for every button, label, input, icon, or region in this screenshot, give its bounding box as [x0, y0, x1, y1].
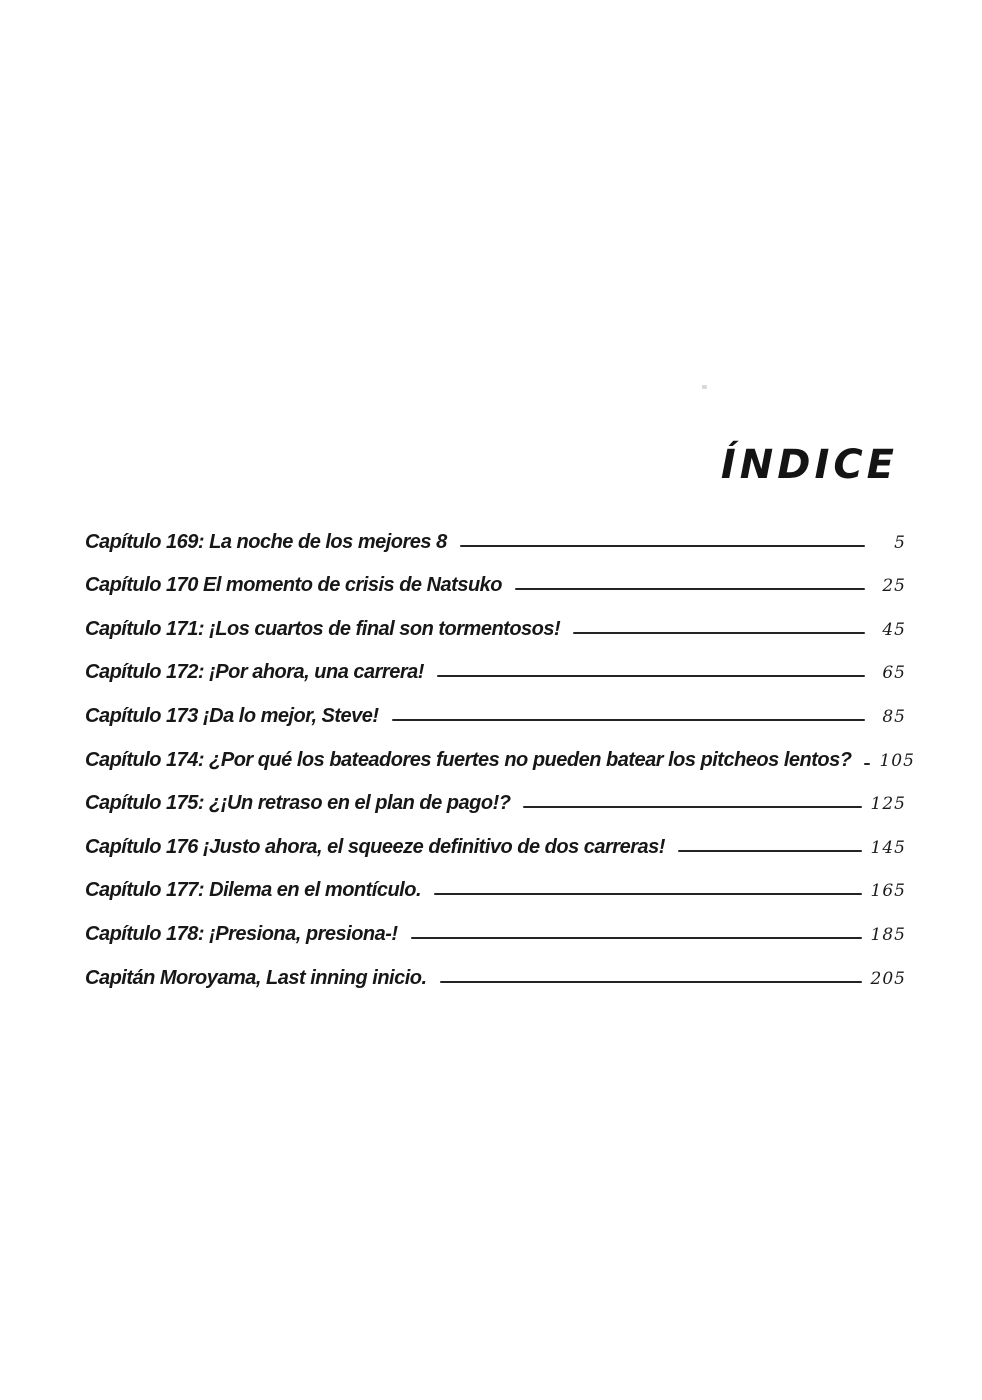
- chapter-title: Capítulo 169: La noche de los mejores 8: [85, 530, 447, 553]
- chapter-title: Capítulo 170 El momento de crisis de Natsuko: [85, 574, 503, 597]
- page-number: 25: [882, 576, 906, 597]
- page-number: 145: [870, 837, 906, 858]
- page-number: 205: [870, 968, 906, 989]
- chapter-title: Capítulo 172: ¡Por ahora, una carrera!: [85, 661, 424, 684]
- toc-entry-row: [85, 819, 906, 863]
- page-number: 85: [882, 706, 906, 727]
- page-number: 105: [879, 750, 915, 771]
- leader-line: [437, 675, 865, 677]
- leader-line: [523, 806, 861, 808]
- toc-entry-row: [85, 514, 906, 558]
- leader-line: [678, 850, 862, 852]
- chapter-title: Capítulo 173 ¡Da lo mejor, Steve!: [85, 704, 379, 727]
- toc-entry-row: [85, 950, 906, 994]
- toc-entry-row: [85, 732, 915, 776]
- chapter-title: Capítulo 174: ¿Por qué los bateadores fuertes no pueden batear los pitcheos lentos?: [85, 748, 852, 771]
- toc-entry-row: [85, 645, 906, 689]
- table-of-contents: [85, 514, 915, 994]
- toc-entry-row: [85, 558, 906, 602]
- chapter-title: Capitán Moroyama, Last inning inicio.: [85, 966, 427, 989]
- page-number: 185: [870, 924, 906, 945]
- chapter-title: Capítulo 171: ¡Los cuartos de final son tormentosos!: [85, 617, 561, 640]
- leader-line: [440, 981, 862, 983]
- leader-line: [460, 545, 865, 547]
- chapter-title: Capítulo 177: Dilema en el montículo.: [85, 879, 422, 902]
- page-title: ÍNDICE: [720, 441, 898, 488]
- page-number: 65: [882, 663, 906, 684]
- chapter-title: Capítulo 176 ¡Justo ahora, el squeeze definitivo de dos carreras!: [85, 835, 665, 858]
- chapter-title: Capítulo 178: ¡Presiona, presiona-!: [85, 922, 398, 945]
- toc-entry-row: [85, 688, 906, 732]
- scan-artifact-speck: [702, 385, 707, 389]
- toc-entry-row: [85, 863, 906, 907]
- leader-line: [411, 937, 862, 939]
- page-number: 125: [870, 794, 906, 815]
- page-number: 165: [870, 881, 906, 902]
- leader-line: [434, 893, 862, 895]
- leader-line: [392, 719, 865, 721]
- leader-line: [864, 763, 870, 765]
- leader-line: [573, 632, 865, 634]
- page-number: 45: [882, 619, 906, 640]
- chapter-title: Capítulo 175: ¿¡Un retraso en el plan de pago!?: [85, 792, 511, 815]
- toc-entry-row: [85, 776, 906, 820]
- leader-line: [515, 588, 865, 590]
- toc-entry-row: [85, 906, 906, 950]
- page-number: 5: [894, 532, 906, 553]
- toc-entry-row: [85, 601, 906, 645]
